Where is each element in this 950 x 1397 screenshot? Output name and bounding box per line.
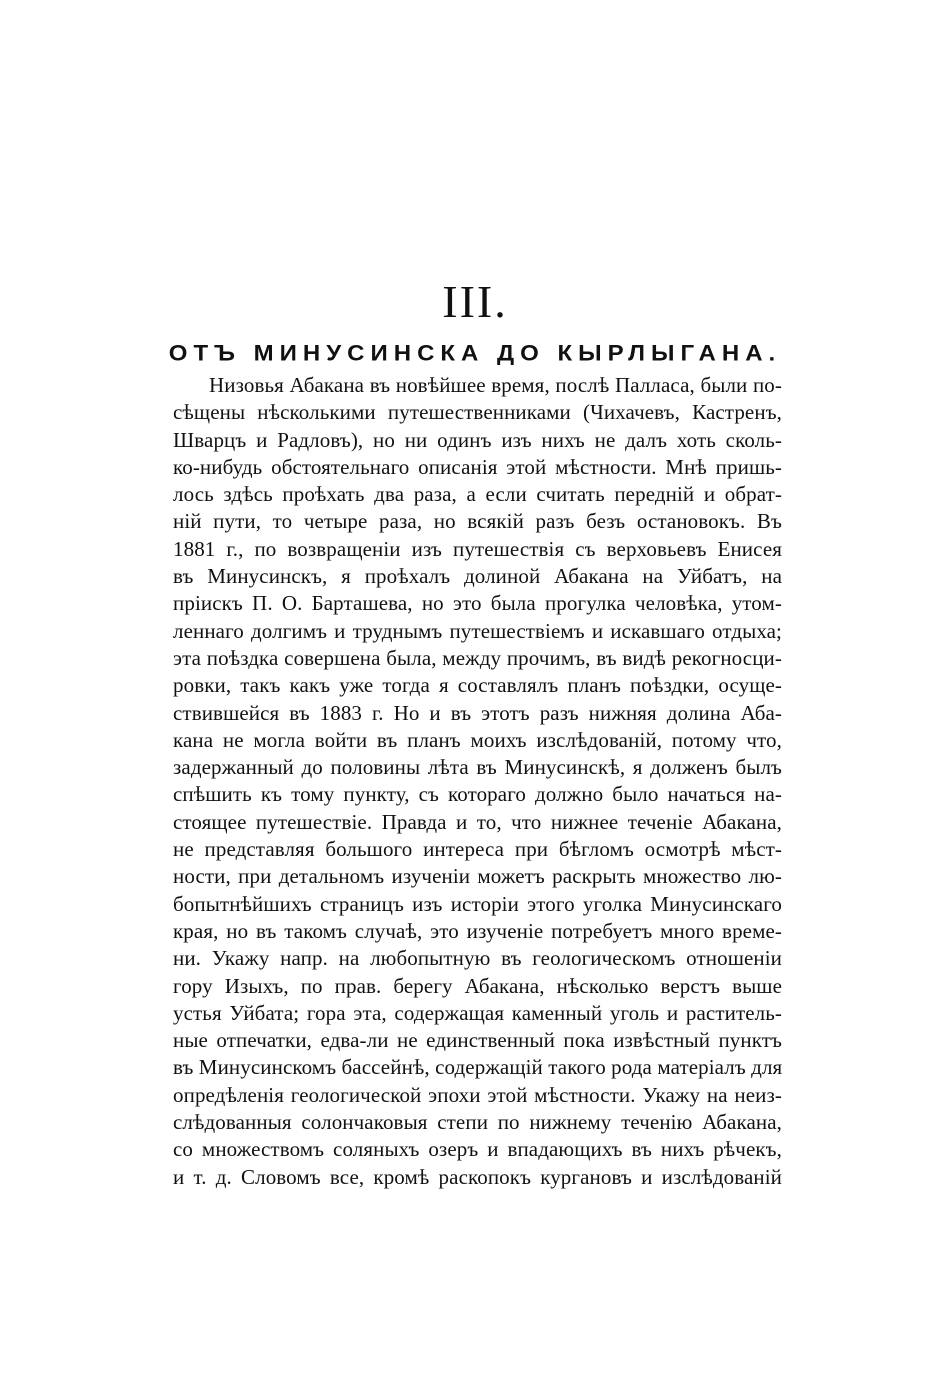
text-line: ствившейся въ 1883 г. Но и въ этотъ разъ нижняя долина Аба- xyxy=(173,700,782,725)
text-line: спѣшить къ тому пункту, съ котораго должно было начаться на- xyxy=(173,782,782,807)
text-line: въ Минусинскомъ бассейнѣ, содержащій такого рода матеріалъ для xyxy=(173,1055,783,1080)
text-line: и т. д. Словомъ все, кромѣ раскопокъ кургановъ и изслѣдованій xyxy=(173,1164,782,1189)
text-line: Низовья Абакана въ новѣйшее время, послѣ Палласа, были по- xyxy=(209,373,782,397)
chapter-number: III. xyxy=(442,276,508,327)
text-line: опредѣленія геологической эпохи этой мѣстности. Укажу на неиз- xyxy=(173,1082,782,1107)
text-line: кана не могла войти въ планъ моихъ изслѣдованій, потому что, xyxy=(173,727,782,752)
text-line: устья Уйбата; гора эта, содержащая каменный уголь и раститель- xyxy=(173,1000,782,1025)
text-line: со множествомъ соляныхъ озеръ и впадающихъ въ нихъ рѣчекъ, xyxy=(173,1137,782,1162)
text-line: ности, при детальномъ изученіи можетъ раскрыть множество лю- xyxy=(173,864,782,889)
text-line: ровки, такъ какъ уже тогда я составлялъ планъ поѣздки, осуще- xyxy=(173,673,782,698)
text-line: задержанный до половины лѣта въ Минусинскѣ, я долженъ былъ xyxy=(173,755,782,780)
text-line: слѣдованныя солончаковыя степи по нижнему теченію Абакана, xyxy=(173,1110,782,1135)
chapter-title: ОТЪ МИНУСИНСКА ДО КЫРЛЫГАНА. xyxy=(168,341,782,366)
text-line: ко-нибудь обстоятельнаго описанія этой мѣстности. Мнѣ пришь- xyxy=(173,454,782,479)
text-line: не представляя большого интереса при бѣгломъ осмотрѣ мѣст- xyxy=(173,837,782,862)
text-line: лось здѣсь проѣхать два раза, а если считать передній и обрат- xyxy=(173,482,782,507)
text-line: леннаго долгимъ и труднымъ путешествіемъ и искавшаго отдыха; xyxy=(173,618,782,643)
text-line: ни. Укажу напр. на любопытную въ геологическомъ отношеніи xyxy=(173,946,782,971)
text-line: ній пути, то четыре раза, но всякій разъ безъ остановокъ. Въ xyxy=(173,509,782,534)
text-line: эта поѣздка совершена была, между прочимъ, въ видѣ рекогносци- xyxy=(173,645,782,670)
text-line: сѣщены нѣсколькими путешественниками (Чихачевъ, Кастренъ, xyxy=(173,400,782,425)
text-line: гору Изыхъ, по прав. берегу Абакана, нѣсколько верстъ выше xyxy=(173,973,782,998)
body-paragraph xyxy=(173,372,782,1191)
text-line: ные отпечатки, едва-ли не единственный пока извѣстный пунктъ xyxy=(173,1028,782,1053)
text-line: бопытнѣйшихъ страницъ изъ исторіи этого уголка Минусинскаго xyxy=(173,891,782,916)
text-line: края, но въ такомъ случаѣ, это изученіе потребуетъ много време- xyxy=(173,918,782,943)
text-line: 1881 г., по возвращеніи изъ путешествія съ верховьевъ Енисея xyxy=(173,536,782,561)
text-line: въ Минусинскъ, я проѣхалъ долиной Абакана на Уйбатъ, на xyxy=(173,564,782,589)
text-line: стоящее путешествіе. Правда и то, что нижнее теченіе Абакана, xyxy=(173,809,782,834)
text-line: пріискъ П. О. Барташева, но это была прогулка человѣка, утом- xyxy=(173,591,782,616)
text-line: Шварцъ и Радловъ), но ни одинъ изъ нихъ не далъ хоть сколь- xyxy=(173,427,782,452)
